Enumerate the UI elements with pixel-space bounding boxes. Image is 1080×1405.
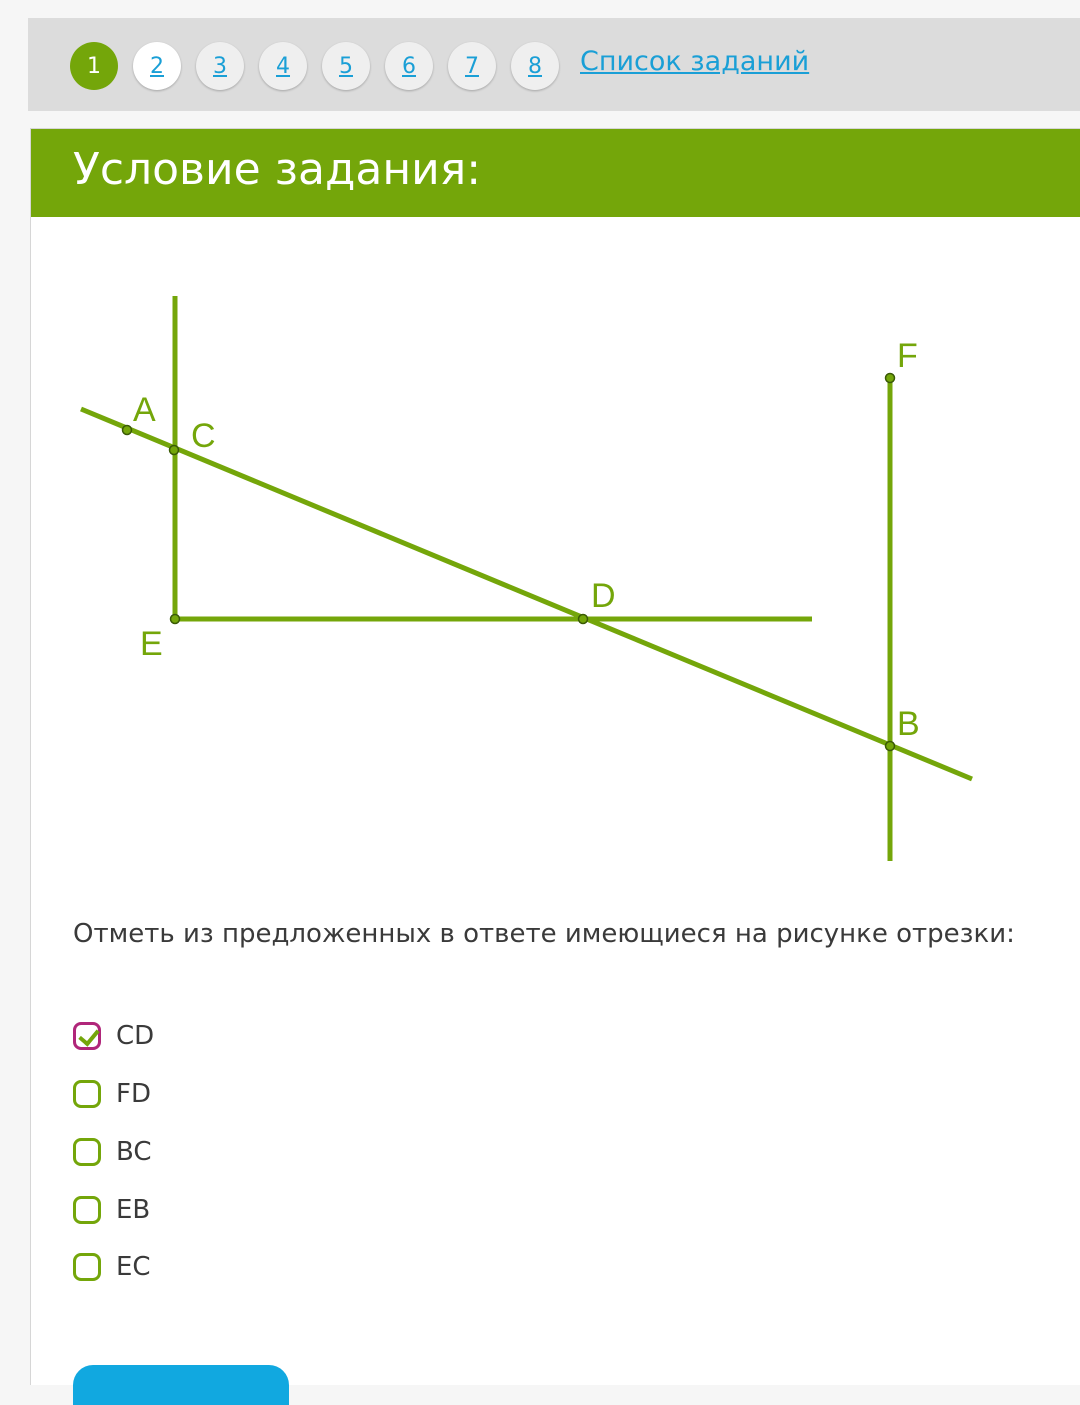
option-ec[interactable] [73, 1247, 151, 1287]
checkbox[interactable] [73, 1253, 101, 1281]
point-b [886, 742, 895, 751]
task-navigation-bar [28, 18, 1080, 111]
page-button-8[interactable]: 8 [511, 42, 559, 90]
line-ab [81, 409, 972, 779]
page-button-3[interactable]: 3 [196, 42, 244, 90]
page-title: Условие задания: [73, 144, 482, 195]
checkbox[interactable] [73, 1080, 101, 1108]
option-label: EC [116, 1252, 151, 1282]
page-button-1[interactable]: 1 [70, 42, 118, 90]
page-button-4[interactable]: 4 [259, 42, 307, 90]
page-button-7[interactable]: 7 [448, 42, 496, 90]
task-panel [30, 128, 1080, 1385]
option-cd[interactable] [73, 1016, 154, 1056]
checkmark-icon [78, 1024, 99, 1046]
label-a: A [133, 391, 156, 429]
point-d [579, 615, 588, 624]
label-b: B [897, 705, 920, 743]
checkbox-checked[interactable] [73, 1022, 101, 1050]
page-button-5[interactable]: 5 [322, 42, 370, 90]
point-a [123, 426, 132, 435]
option-fd[interactable] [73, 1074, 151, 1114]
geometry-figure [31, 129, 1080, 889]
task-list-link[interactable]: Список заданий [580, 46, 810, 77]
option-eb[interactable] [73, 1190, 150, 1230]
checkbox[interactable] [73, 1196, 101, 1224]
question-text: Отметь из предложенных в ответе имеющиеся на рисунке отрезки: [73, 919, 1015, 949]
option-bc[interactable] [73, 1132, 152, 1172]
checkbox[interactable] [73, 1138, 101, 1166]
label-d: D [591, 577, 616, 615]
point-f [886, 374, 895, 383]
label-e: E [140, 625, 163, 663]
option-label: EB [116, 1195, 151, 1225]
page-button-2[interactable]: 2 [133, 42, 181, 90]
point-c [170, 446, 179, 455]
point-e [171, 615, 180, 624]
page-button-6[interactable]: 6 [385, 42, 433, 90]
option-label: BC [116, 1137, 152, 1167]
option-label: FD [116, 1079, 151, 1109]
label-c: C [191, 417, 216, 455]
label-f: F [897, 337, 918, 375]
submit-button[interactable] [73, 1365, 289, 1405]
option-label: CD [116, 1021, 155, 1051]
